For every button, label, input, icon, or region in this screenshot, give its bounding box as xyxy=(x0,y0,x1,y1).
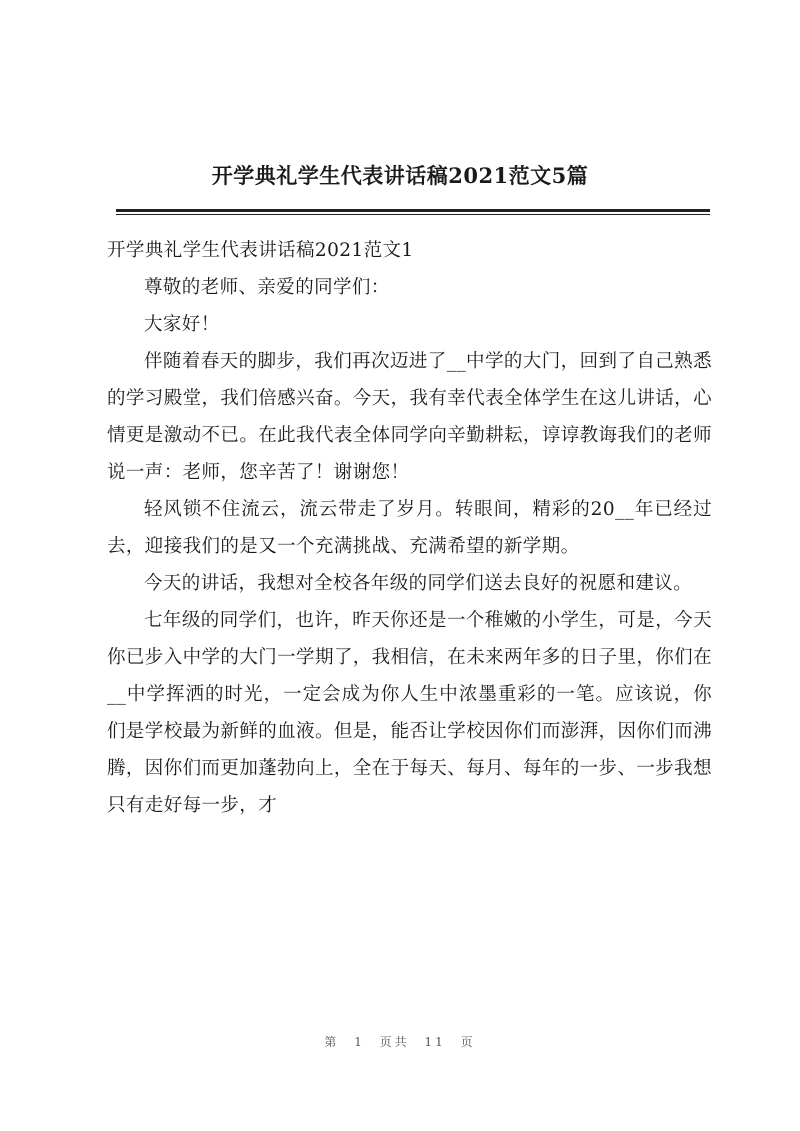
page-title: 开学典礼学生代表讲话稿2021范文5篇 xyxy=(211,163,589,188)
body-paragraph: 伴随着春天的脚步，我们再次迈进了__中学的大门，回到了自己熟悉的学习殿堂，我们倍感兴奋。今天，我有幸代表全体学生在这儿讲话，心情更是激动不已。在此我代表全体同学向辛勤耕耘，谆谆教诲我们的老师说一声：老师，您辛苦了！谢谢您！ xyxy=(107,351,712,483)
page-footer xyxy=(0,1033,800,1050)
title-divider-thin xyxy=(116,214,710,215)
body-paragraph: 七年级的同学们，也许，昨天你还是一个稚嫩的小学生，可是，今天你已步入中学的大门一学期了，我相信，在未来两年多的日子里，你们在__中学挥洒的时光，一定会成为你人生中浓墨重彩的一笔。应该说，你们是学校最为新鲜的血液。但是，能否让学校因你们而澎湃，因你们而沸腾，因你们而更加蓬勃向上，全在于每天、每月、每年的一步、一步我想只有走好每一步，才 xyxy=(107,610,712,816)
footer-current-page: 1 xyxy=(354,1035,365,1049)
footer-suffix: 页 xyxy=(460,1035,476,1049)
document-body xyxy=(107,232,712,824)
body-paragraph: 轻风锁不住流云，流云带走了岁月。转眼间，精彩的20__年已经过去，迎接我们的是又一个充满挑战、充满希望的新学期。 xyxy=(107,499,712,557)
footer-prefix: 第 xyxy=(324,1035,340,1049)
footer-total-pages: 11 xyxy=(424,1035,446,1049)
salutation-paragraph: 尊敬的老师、亲爱的同学们： xyxy=(144,277,390,298)
greeting-paragraph: 大家好！ xyxy=(144,314,220,335)
body-paragraph: 今天的讲话，我想对全校各年级的同学们送去良好的祝愿和建议。 xyxy=(144,573,693,594)
title-divider-thick xyxy=(116,209,710,212)
footer-middle: 页共 xyxy=(379,1035,410,1049)
section-heading: 开学典礼学生代表讲话稿2021范文1 xyxy=(107,240,414,261)
